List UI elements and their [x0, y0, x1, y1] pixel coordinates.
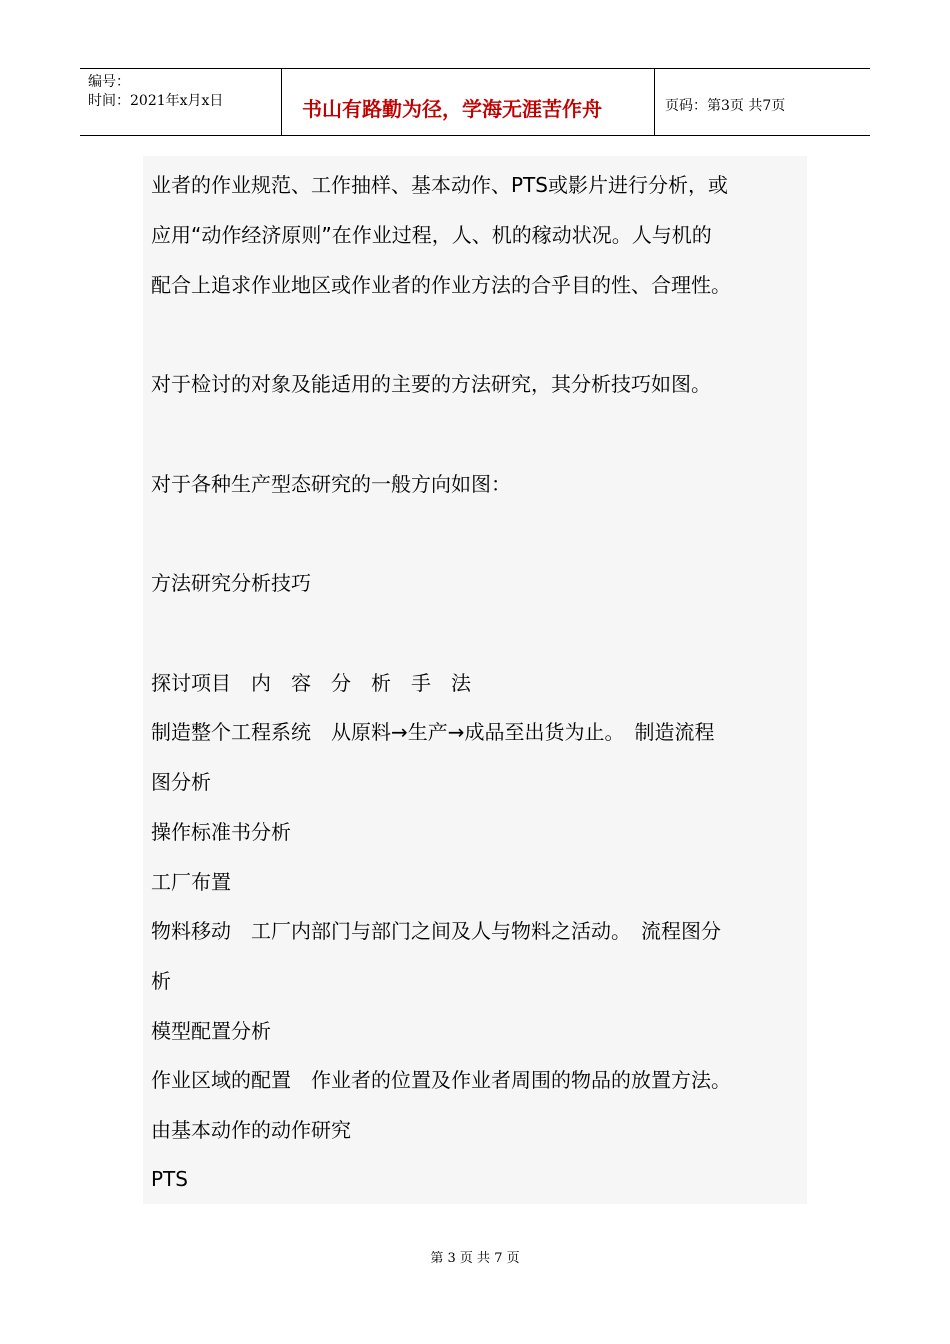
body-line: 配合上追求作业地区或作业者的作业方法的合乎目的性、合理性。	[151, 273, 731, 297]
page-header	[80, 68, 870, 136]
document-body	[143, 156, 807, 1204]
header-meta	[80, 69, 282, 135]
body-line: 模型配置分析	[151, 1019, 271, 1043]
page-footer: 第 3 页 共 7 页	[430, 1251, 520, 1266]
body-line: 物料移动 工厂内部门与部门之间及人与物料之活动。 流程图分	[151, 919, 721, 943]
header-slogan: 书山有路勤为径，学海无涯苦作舟	[302, 97, 602, 121]
body-line: 由基本动作的动作研究	[151, 1118, 351, 1142]
body-line: 图分析	[151, 770, 211, 794]
document-date-label: 时间：2021年x月x日	[88, 93, 224, 109]
body-line: PTS	[151, 1167, 188, 1191]
body-line: 工厂布置	[151, 870, 231, 894]
body-line: 对于各种生产型态研究的一般方向如图：	[151, 472, 511, 496]
body-line: 析	[151, 969, 171, 993]
header-page-cell	[655, 69, 870, 135]
body-line: 作业区域的配置 作业者的位置及作业者周围的物品的放置方法。	[151, 1068, 731, 1092]
body-line: 操作标准书分析	[151, 820, 291, 844]
body-line: 对于检讨的对象及能适用的主要的方法研究，其分析技巧如图。	[151, 372, 711, 396]
header-slogan-cell	[282, 69, 655, 135]
body-line: 应用“动作经济原则”在作业过程，人、机的稼动状况。人与机的	[151, 223, 712, 247]
section-title: 方法研究分析技巧	[151, 571, 311, 595]
header-page-info: 页码：第3页 共7页	[665, 98, 786, 114]
body-line: 业者的作业规范、工作抽样、基本动作、PTS或影片进行分析，或	[151, 173, 728, 197]
table-header-line: 探讨项目 内 容 分 析 手 法	[151, 671, 471, 695]
document-number-label: 编号：	[88, 74, 130, 90]
body-line: 制造整个工程系统 从原料→生产→成品至出货为止。 制造流程	[151, 720, 715, 744]
